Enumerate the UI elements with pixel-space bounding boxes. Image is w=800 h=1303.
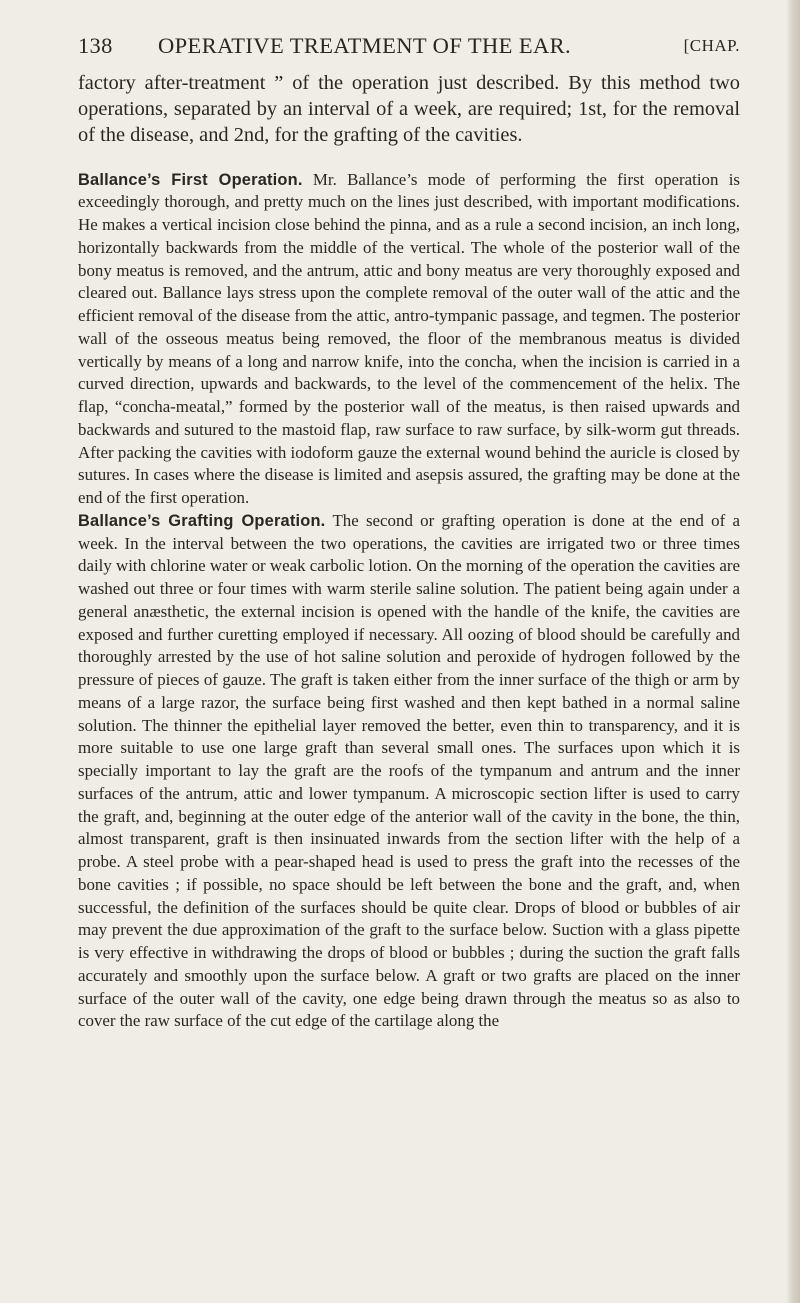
section-first-operation	[78, 169, 740, 510]
section-heading: Ballance’s Grafting Operation.	[78, 511, 326, 530]
section-text: Mr. Ballance’s mode of performing the first operation is exceedingly thorough, and pretty much on the lines just described, with important modifications. He makes a vertical incision close behind the pinna, and as a rule a second incision, an inch long, horizontally backwards from the middle of the vertical. The whole of the posterior wall of the bony meatus is removed, and the antrum, attic and bony meatus are very thoroughly exposed and cleared out. Ballance lays stress upon the complete removal of the outer wall of the attic and the efficient removal of the disease from the attic, antro-tympanic passage, and tegmen. The posterior wall of the osseous meatus being removed, the floor of the membranous meatus is divided vertically by means of a long and narrow knife, into the concha, when the incision is carried in a curved direction, upwards and backwards, to the level of the commencement of the helix. The flap, “concha-meatal,” formed by the posterior wall of the meatus, is then raised upwards and backwards and sutured to the mastoid flap, raw surface to raw surface, by silk-worm gut threads. After packing the cavities with iodoform gauze the external wound behind the auricle is closed by sutures. In cases where the disease is limited and asepsis assured, the grafting may be done at the end of the first operation.	[78, 169, 740, 508]
book-page	[78, 0, 740, 1033]
page-edge-shadow	[786, 0, 800, 1303]
page-number: 138	[78, 33, 113, 58]
section-grafting-operation	[78, 510, 740, 1033]
running-title: OPERATIVE TREATMENT OF THE EAR.	[158, 33, 572, 58]
section-heading: Ballance’s First Operation.	[78, 170, 303, 189]
section-text: The second or grafting operation is done at the end of a week. In the interval between the two operations, the cavities are irrigated two or three times daily with chlorine water or weak carbolic lotion. On the morning of the operation the cavities are washed out three or four times with warm sterile saline solution. The patient being again under a general anæsthetic, the external incision is opened with the handle of the knife, the cavities are exposed and further curetting employed if necessary. All oozing of blood should be carefully and thoroughly arrested by the use of hot saline solution and peroxide of hydrogen followed by the pressure of pieces of gauze. The graft is taken either from the inner surface of the thigh or arm by means of a large razor, the surface being first washed and then kept bathed in a normal saline solution. The thinner the epithelial layer removed the better, even thin to transparency, and it is more suitable to use one large graft than several small ones. The surfaces upon which it is specially important to lay the graft are the roofs of the tympanum and antrum and the inner surfaces of the antrum, attic and lower tympanum. A microscopic section lifter is used to carry the graft, and, beginning at the outer edge of the anterior wall of the cavity in the bone, the thin, almost transparent, graft is then insinuated inwards from the section lifter with the help of a probe. A steel probe with a pear-shaped head is used to press the graft into the recesses of the bone cavities ; if possible, no space should be left between the bone and the graft, and, when successful, the definition of the surfaces should be quite clear. Drops of blood or bubbles of air may prevent the due approximation of the graft to the surface below. Suction with a glass pipette is very effective in withdrawing the drops of blood or bubbles ; during the suction the graft falls accurately and smoothly upon the surface below. A graft or two grafts are placed on the inner surface of the outer wall of the cavity, one edge being drawn through the meatus so as also to cover the raw surface of the cut edge of the cartilage along the	[78, 510, 741, 1031]
running-header	[78, 0, 740, 70]
chapter-mark: [CHAP.	[683, 36, 740, 55]
lead-paragraph: factory after-treatment ” of the operation just described. By this method two operations, separated by an interval of a week, are required; 1st, for the removal of the disease, and 2nd, for the grafting of the cavities.	[78, 72, 740, 147]
